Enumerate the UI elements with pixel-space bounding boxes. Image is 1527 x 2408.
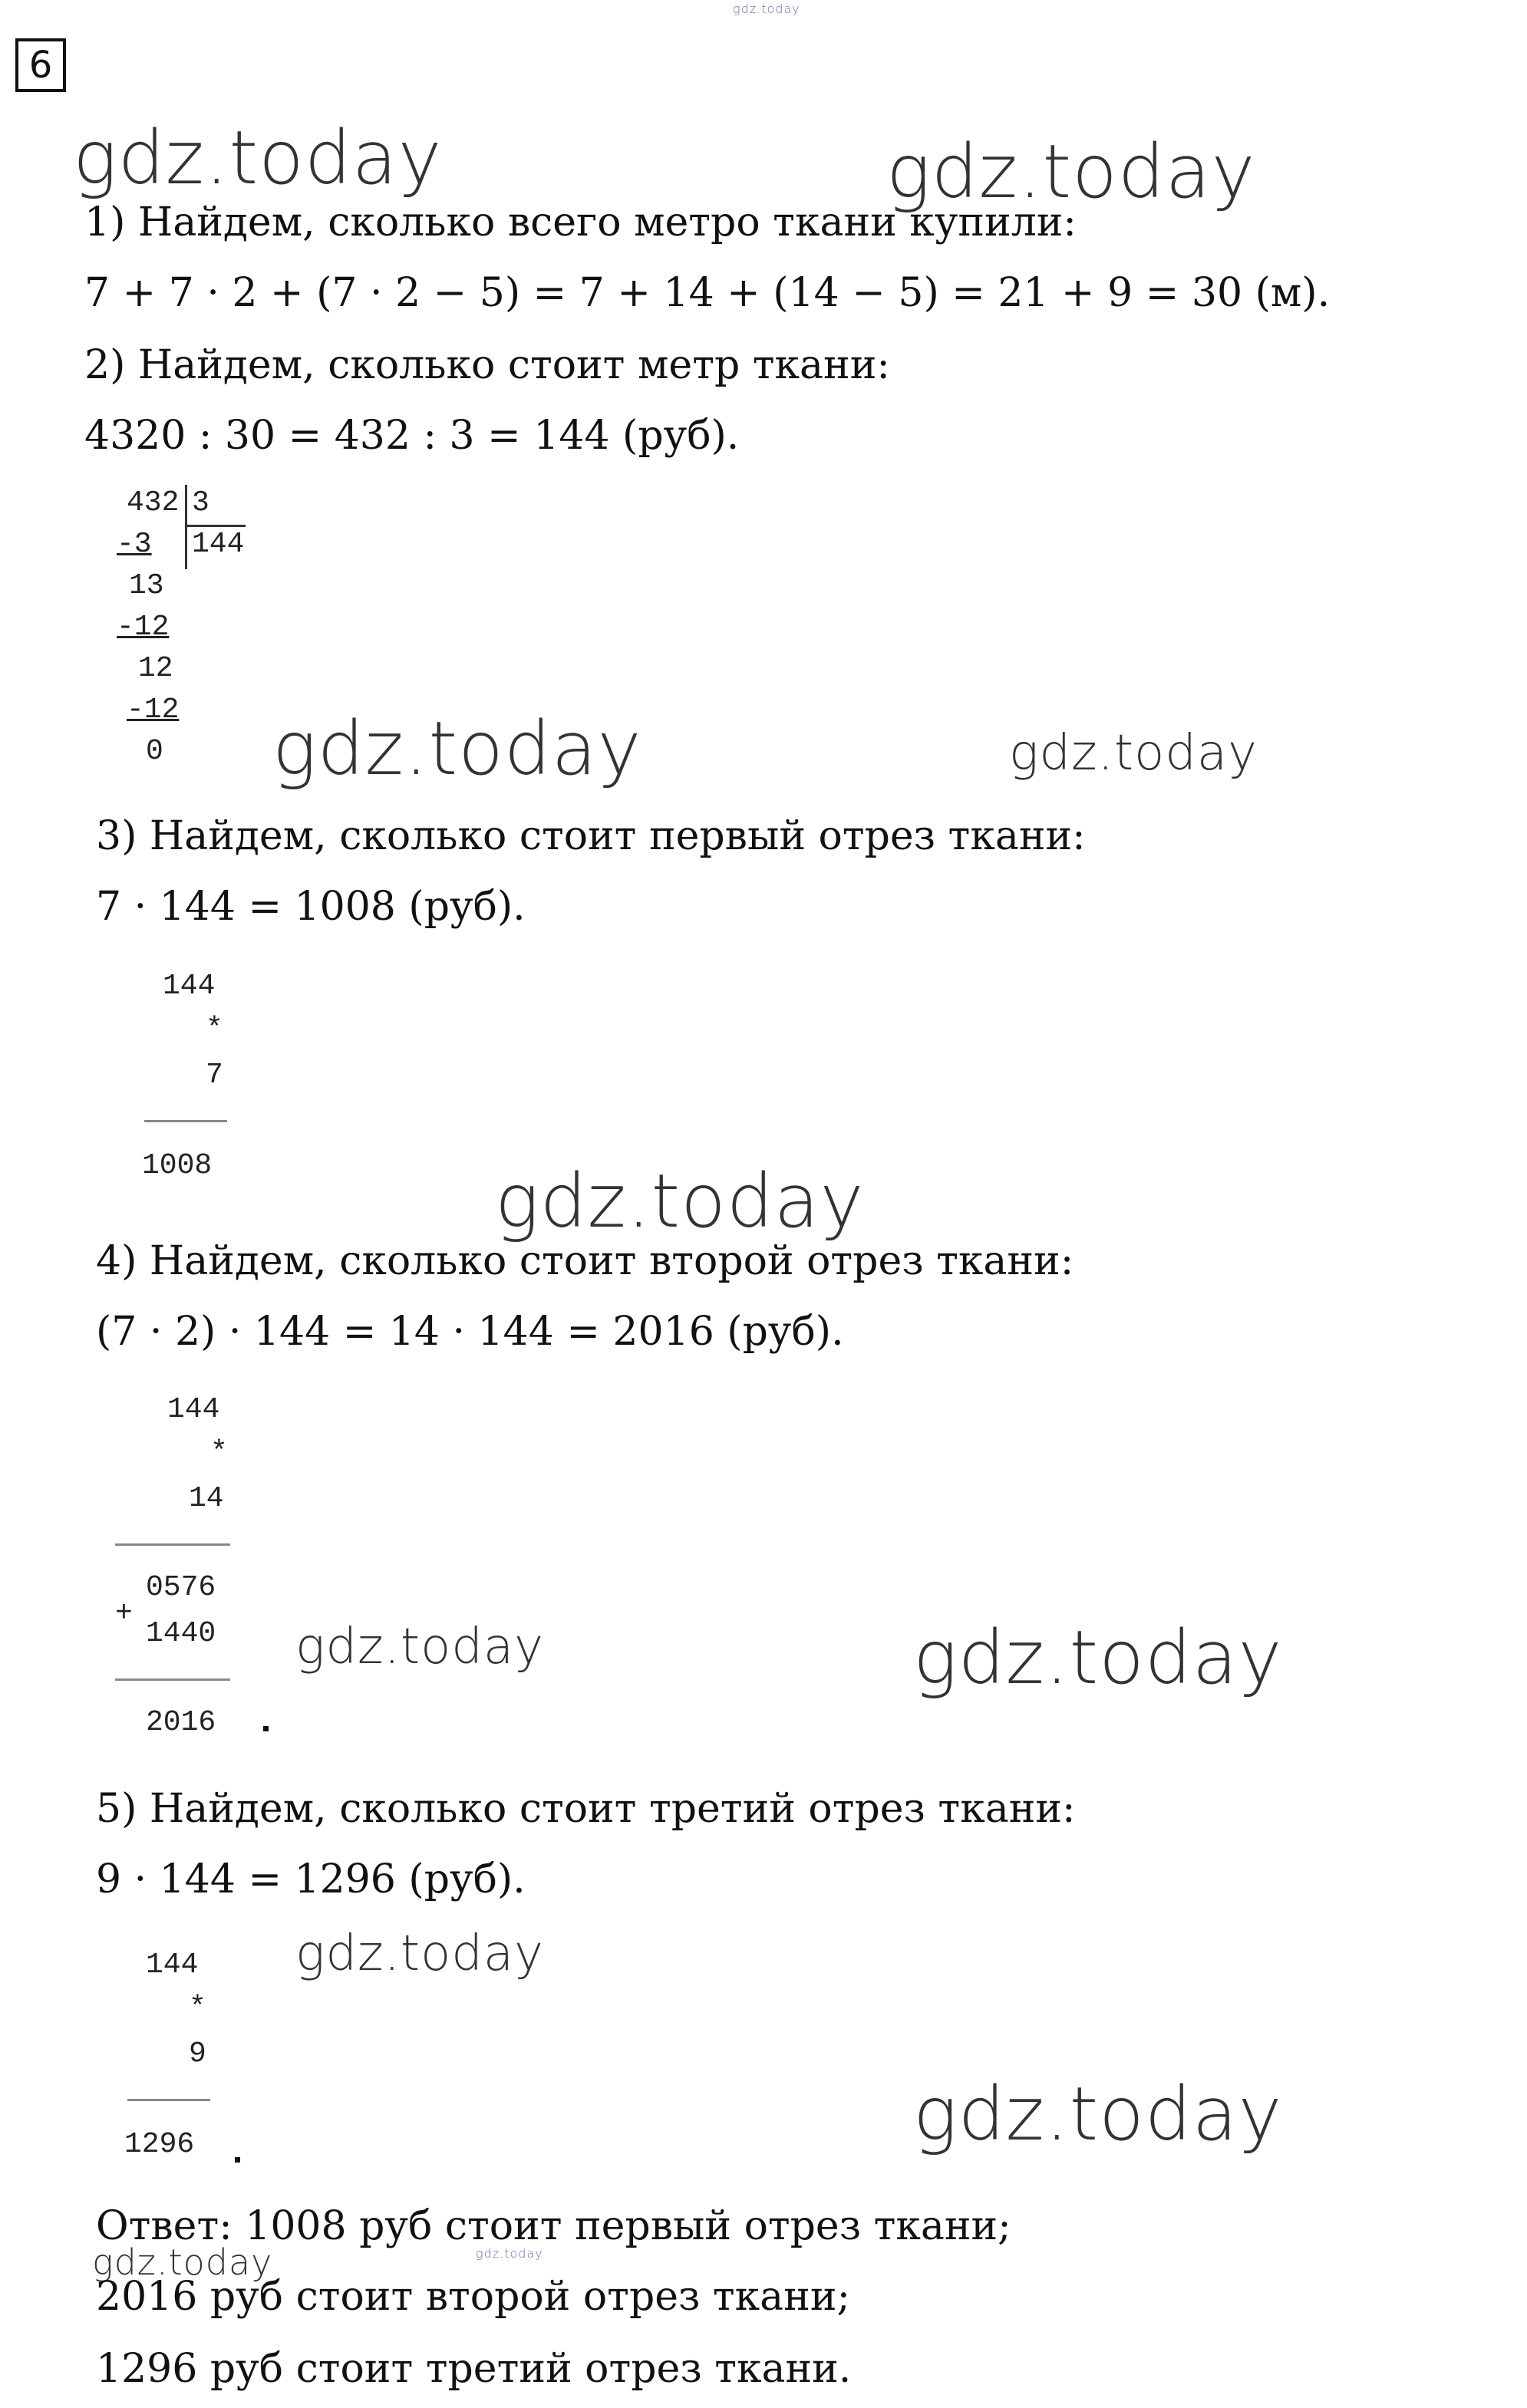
watermark-5: gdz.today bbox=[495, 1158, 865, 1244]
watermark-1: gdz.today bbox=[73, 115, 443, 201]
mult1-rule bbox=[144, 1120, 227, 1122]
division-dividend: 432 bbox=[127, 486, 180, 519]
step-3-title: 3) Найдем, сколько стоит первый отрез ткани: bbox=[96, 813, 1086, 859]
mult3-rule bbox=[127, 2099, 210, 2101]
step-3-calc: 7 · 144 = 1008 (руб). bbox=[96, 884, 526, 930]
step-5-calc: 9 · 144 = 1296 (руб). bbox=[96, 1856, 526, 1902]
mult1-factor-b: 7 bbox=[206, 1059, 223, 1092]
watermark-2: gdz.today bbox=[886, 129, 1256, 215]
step-4-title: 4) Найдем, сколько стоит второй отрез ткани: bbox=[96, 1238, 1074, 1284]
watermark-8: gdz.today bbox=[295, 1925, 544, 1982]
mult1-factor-a: 144 bbox=[163, 970, 216, 1003]
mult3-operator: * bbox=[189, 1991, 206, 2024]
mult2-partial-1: 0576 bbox=[146, 1571, 216, 1604]
watermark-3: gdz.today bbox=[272, 706, 642, 792]
task-number-badge: 6 bbox=[15, 38, 66, 92]
step-1-calc: 7 + 7 · 2 + (7 · 2 − 5) = 7 + 14 + (14 − 5) = 21 + 9 = 30 (м). bbox=[84, 270, 1331, 316]
watermark-11: gdz.today bbox=[476, 2246, 543, 2261]
step-2-calc: 4320 : 30 = 432 : 3 = 144 (руб). bbox=[84, 413, 740, 459]
mult3-factor-b: 9 bbox=[189, 2037, 206, 2070]
answer-line-1: Ответ: 1008 руб стоит первый отрез ткани; bbox=[96, 2203, 1011, 2249]
mult2-result: 2016 bbox=[146, 1706, 216, 1739]
mult2-operator: * bbox=[210, 1436, 228, 1469]
division-row: -12 bbox=[117, 611, 170, 644]
mult2-plus: + bbox=[115, 1597, 133, 1630]
step-4-calc: (7 · 2) · 144 = 14 · 144 = 2016 (руб). bbox=[96, 1309, 844, 1355]
mult3-period bbox=[235, 2157, 240, 2163]
division-quotient: 144 bbox=[192, 528, 245, 561]
division-row: 0 bbox=[146, 735, 163, 768]
division-row: -3 bbox=[117, 528, 152, 561]
division-vertical-line bbox=[185, 485, 187, 569]
header-watermark: gdz.today bbox=[733, 2, 800, 16]
mult1-result: 1008 bbox=[142, 1149, 213, 1182]
watermark-6: gdz.today bbox=[295, 1619, 544, 1675]
step-5-title: 5) Найдем, сколько стоит третий отрез ткани: bbox=[96, 1786, 1076, 1832]
watermark-9: gdz.today bbox=[913, 2071, 1283, 2157]
mult3-result: 1296 bbox=[124, 2128, 195, 2161]
answer-line-3: 1296 руб стоит третий отрез ткани. bbox=[96, 2346, 852, 2392]
answer-line-2: 2016 руб стоит второй отрез ткани; bbox=[96, 2274, 850, 2320]
step-1-title: 1) Найдем, сколько всего метро ткани купили: bbox=[84, 199, 1077, 245]
division-horizontal-line bbox=[187, 525, 246, 527]
mult2-rule-2 bbox=[115, 1678, 230, 1681]
watermark-7: gdz.today bbox=[913, 1615, 1283, 1701]
mult1-operator: * bbox=[206, 1013, 223, 1046]
mult3-factor-a: 144 bbox=[146, 1948, 199, 1981]
mult2-factor-b: 14 bbox=[189, 1482, 224, 1515]
mult2-rule-1 bbox=[115, 1543, 230, 1546]
watermark-4: gdz.today bbox=[1009, 725, 1258, 782]
division-divisor: 3 bbox=[192, 486, 209, 519]
division-row: 13 bbox=[129, 569, 164, 602]
division-row: 12 bbox=[138, 652, 173, 685]
step-2-title: 2) Найдем, сколько стоит метр ткани: bbox=[84, 342, 890, 388]
division-row: -12 bbox=[127, 693, 180, 726]
mult2-period bbox=[263, 1726, 269, 1731]
mult2-factor-a: 144 bbox=[167, 1393, 220, 1426]
mult2-partial-2: 1440 bbox=[146, 1617, 216, 1650]
watermark-10: gdz.today bbox=[92, 2242, 273, 2283]
